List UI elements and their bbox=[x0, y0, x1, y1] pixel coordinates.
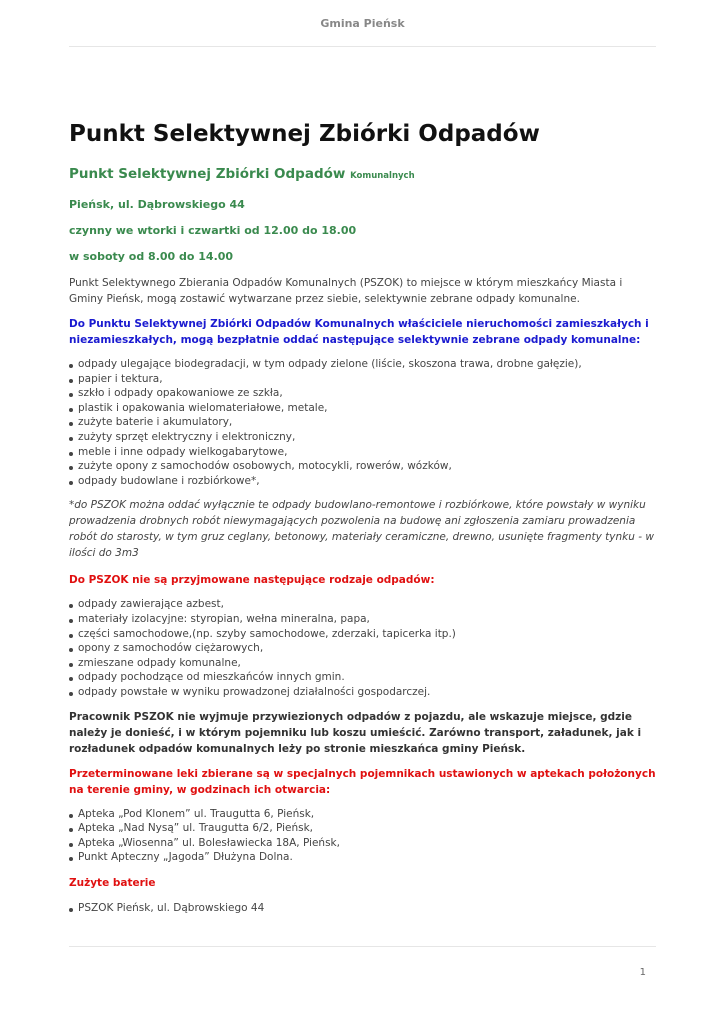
medicine-heading: Przeterminowane leki zbierane są w specjalnych pojemnikach ustawionych w aptekach położonych na terenie gminy, w godzinach ich otwarcia: bbox=[69, 767, 656, 796]
hours-saturday: w soboty od 8.00 do 14.00 bbox=[69, 250, 234, 263]
page-number: 1 bbox=[639, 967, 646, 978]
page-title: Punkt Selektywnej Zbiórki Odpadów bbox=[69, 121, 540, 147]
site-name: Gmina Pieńsk bbox=[320, 17, 405, 30]
list-item: odpady powstałe w wyniku prowadzonej działalności gospodarczej. bbox=[69, 685, 656, 700]
list-item: meble i inne odpady wielkogabarytowe, bbox=[69, 445, 656, 460]
list-item: odpady ulegające biodegradacji, w tym odpady zielone (liście, skoszona trawa, drobne gałęzie), bbox=[69, 357, 656, 372]
list-item: szkło i odpady opakowaniowe ze szkła, bbox=[69, 386, 656, 401]
hours-weekdays: czynny we wtorki i czwartki od 12.00 do 18.00 bbox=[69, 224, 357, 237]
subtitle bbox=[69, 164, 656, 186]
accepted-list bbox=[69, 357, 656, 488]
list-item: PSZOK Pieńsk, ul. Dąbrowskiego 44 bbox=[69, 901, 656, 916]
accepted-heading: Do Punktu Selektywnej Zbiórki Odpadów Komunalnych właściciele nieruchomości zamieszkałych i niezamieszkałych, mogą bezpłatnie oddać następujące selektywnie zebrane odpady komunalne: bbox=[69, 318, 649, 346]
rejected-heading: Do PSZOK nie są przyjmowane następujące rodzaje odpadów: bbox=[69, 574, 435, 587]
list-item: części samochodowe,(np. szyby samochodowe, zderzaki, tapicerka itp.) bbox=[69, 627, 656, 642]
list-item: materiały izolacyjne: styropian, wełna mineralna, papa, bbox=[69, 612, 656, 627]
list-item: Apteka „Pod Klonem” ul. Traugutta 6, Pieńsk, bbox=[69, 807, 656, 822]
list-item: zużyte opony z samochodów osobowych, motocykli, rowerów, wózków, bbox=[69, 459, 656, 474]
subtitle-main: Punkt Selektywnej Zbiórki Odpadów bbox=[69, 166, 346, 182]
pharmacy-list bbox=[69, 807, 656, 865]
list-item: opony z samochodów ciężarowych, bbox=[69, 641, 656, 656]
footer-divider bbox=[69, 946, 656, 947]
intro-paragraph: Punkt Selektywnego Zbierania Odpadów Komunalnych (PSZOK) to miejsce w którym mieszkańcy Miasta i Gminy Pieńsk, mogą zostawić wytwarzane przez siebie, selektywnie zebrane odpady komunalne. bbox=[69, 277, 623, 305]
article-content bbox=[69, 118, 656, 915]
list-item: zmieszane odpady komunalne, bbox=[69, 656, 656, 671]
rejected-list bbox=[69, 597, 656, 699]
list-item: zużyte baterie i akumulatory, bbox=[69, 415, 656, 430]
list-item: plastik i opakowania wielomateriałowe, metale, bbox=[69, 401, 656, 416]
list-item: Apteka „Wiosenna” ul. Bolesławiecka 18A, Pieńsk, bbox=[69, 836, 656, 851]
batteries-heading: Zużyte baterie bbox=[69, 876, 156, 889]
list-item: odpady pochodzące od mieszkańców innych gmin. bbox=[69, 670, 656, 685]
list-item: Punkt Apteczny „Jagoda” Dłużyna Dolna. bbox=[69, 850, 656, 865]
address: Pieńsk, ul. Dąbrowskiego 44 bbox=[69, 198, 245, 211]
list-item: papier i tektura, bbox=[69, 372, 656, 387]
battery-points-list bbox=[69, 901, 656, 916]
header-divider bbox=[69, 46, 656, 47]
list-item: zużyty sprzęt elektryczny i elektroniczny, bbox=[69, 430, 656, 445]
subtitle-small: Komunalnych bbox=[350, 171, 415, 181]
list-item: Apteka „Nad Nysą” ul. Traugutta 6/2, Pieńsk, bbox=[69, 821, 656, 836]
staff-note: Pracownik PSZOK nie wyjmuje przywiezionych odpadów z pojazdu, ale wskazuje miejsce, gdzie należy je donieść, i w którym pojemniku lub koszu umieścić. Zarówno transport, załadunek, jak i rozładunek odpadów komunalnych leży po stronie mieszkańca gminy Pieńsk. bbox=[69, 710, 642, 755]
list-item: odpady budowlane i rozbiórkowe*, bbox=[69, 474, 656, 489]
list-item: odpady zawierające azbest, bbox=[69, 597, 656, 612]
footnote: *do PSZOK można oddać wyłącznie te odpady budowlano-remontowe i rozbiórkowe, które powstały w wyniku prowadzenia drobnych robót niewymagających pozwolenia na budowę ani zgłoszenia zamiaru prowadzenia robót do starosty, w tym gruz ceglany, betonowy, materiały ceramiczne, drewno, usunięte fragmenty tynku - w ilości do 3m3 bbox=[69, 499, 654, 560]
